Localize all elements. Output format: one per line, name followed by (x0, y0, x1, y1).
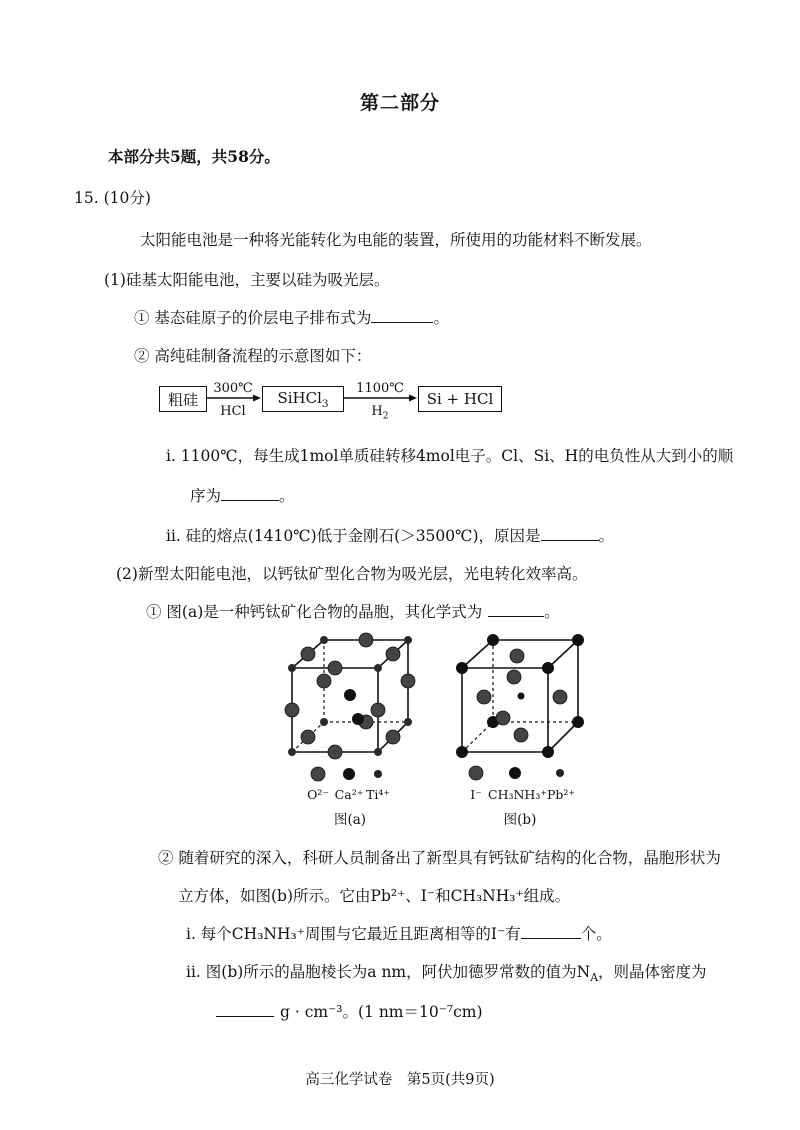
oxide-ion (285, 703, 299, 717)
iodide-ion (496, 711, 510, 725)
unit-cell-a (285, 633, 415, 759)
section-intro: 本部分共5题，共58分。 (108, 147, 280, 166)
na-subscript: A (590, 971, 599, 985)
part1-q2: ② 高纯硅制备流程的示意图如下： (134, 347, 372, 365)
part1-sub-ii-text: ⅱ. 硅的熔点(1410℃)低于金刚石(＞3500℃)，原因是 (166, 527, 541, 545)
iodide-ion (510, 649, 524, 663)
part2-sub-ii-text: ⅱ. 图(b)所示的晶胞棱长为a nm，阿伏加德罗常数的值为N (186, 963, 591, 981)
answer-blank[interactable] (521, 924, 581, 939)
part2-sub-ii-line2 (216, 1000, 483, 1022)
flow-box-product-label: Si + HCl (426, 390, 494, 408)
ch3nh3-ion (572, 716, 584, 728)
oxide-ion (301, 730, 315, 744)
part2-sub-i-text: ⅰ. 每个CH₃NH₃⁺周围与它最近且距离相等的I⁻有 (186, 925, 521, 943)
part2-q1-end: 。 (544, 603, 560, 621)
part2-heading: (2)新型太阳能电池，以钙钛矿型化合物为吸光层，光电转化效率高。 (116, 565, 588, 583)
oxide-ion (328, 661, 342, 675)
ch3nh3-ion (572, 634, 584, 646)
ti-ion (374, 664, 382, 672)
lead-ion (518, 693, 525, 700)
ti-ion (404, 718, 412, 726)
oxide-ion (328, 745, 342, 759)
flow-arrow2-bottom: $H_2$ (371, 404, 389, 422)
legend-iodide: I⁻ (470, 787, 482, 802)
oxide-ion (371, 703, 385, 717)
flow-arrow1-top: 300℃ (213, 381, 253, 396)
ti-ion (404, 636, 412, 644)
part1-sub-i-end: 。 (279, 487, 295, 505)
ch3nh3-ion (487, 634, 499, 646)
flow-arrow2-top: 1100℃ (356, 381, 404, 396)
calcium-ion (344, 689, 356, 701)
legend-oxide: O²⁻ (307, 787, 329, 802)
legend-ch3nh3: CH₃NH₃⁺ (488, 787, 547, 802)
ti-ion (374, 748, 382, 756)
oxide-ion (301, 647, 315, 661)
iodide-ion (514, 728, 528, 742)
iodide-ion (507, 670, 521, 684)
oxide-ion (386, 647, 400, 661)
part1-sub-i-line1: ⅰ. 1100℃，每生成1mol单质硅转移4mol电子。Cl、Si、H的电负性从大到小的顺 (166, 447, 734, 465)
figure-b-caption: 图(b) (503, 812, 537, 828)
ti-ion (288, 664, 296, 672)
legend-symbols (311, 766, 564, 781)
part2-sub-ii-unit: g · cm⁻³。(1 nm＝10⁻⁷cm) (280, 1003, 483, 1021)
flow-box-sihcl3-label: SiHCl$_3$ (277, 388, 329, 410)
unit-cell-b (456, 634, 584, 758)
part2-q2-line1: ② 随着研究的深入，科研人员制备出了新型具有钙钛矿结构的化合物，晶胞形状为 (158, 849, 721, 867)
ch3nh3-ion (542, 662, 554, 674)
part2-sub-i-end: 个。 (580, 925, 612, 943)
section-title: 第二部分 (359, 92, 440, 114)
question-intro: 太阳能电池是一种将光能转化为电能的装置，所使用的功能材料不断发展。 (140, 231, 652, 249)
part1-sub-ii-end: 。 (598, 527, 615, 545)
part2-sub-ii-line1 (186, 960, 707, 984)
page-footer: 高三化学试卷 第5页(共9页) (305, 1072, 495, 1088)
part1-q1-end: 。 (433, 309, 449, 327)
question-number: 15. (10分) (74, 189, 151, 207)
part1-q1-text: ① 基态硅原子的价层电子排布式为 (134, 309, 372, 327)
answer-blank[interactable] (216, 1002, 274, 1017)
part2-q2-line2: 立方体，如图(b)所示。它由Pb²⁺、I⁻和CH₃NH₃⁺组成。 (178, 887, 571, 905)
ti-ion (320, 718, 328, 726)
calcium-ion (352, 713, 364, 725)
part2-q1-text: ① 图(a)是一种钙钛矿化合物的晶胞，其化学式为 (146, 603, 483, 621)
legend-lead: Pb²⁺ (546, 787, 576, 802)
oxide-ion (317, 674, 331, 688)
flow-box-crude-si-label: 粗硅 (167, 390, 198, 409)
part2-sub-i (186, 922, 612, 944)
part1-heading: (1)硅基太阳能电池，主要以硅为吸光层。 (104, 271, 390, 289)
legend-titanium: Ti⁴⁺ (366, 787, 390, 802)
part2-sub-ii-text-end: ，则晶体密度为 (598, 963, 707, 981)
oxide-ion (386, 730, 400, 744)
oxide-ion (359, 633, 373, 647)
iodide-ion (553, 690, 567, 704)
ch3nh3-ion (456, 662, 468, 674)
legend-calcium: Ca²⁺ (334, 787, 364, 802)
ti-ion (288, 748, 296, 756)
figure-a-caption: 图(a) (333, 812, 367, 828)
ch3nh3-ion (456, 746, 468, 758)
oxide-ion (401, 674, 415, 688)
ti-ion (320, 636, 328, 644)
ch3nh3-ion (542, 746, 554, 758)
part1-sub-i-text: 序为 (190, 487, 222, 505)
iodide-ion (477, 690, 491, 704)
flow-arrow1-bottom: HCl (220, 404, 246, 419)
